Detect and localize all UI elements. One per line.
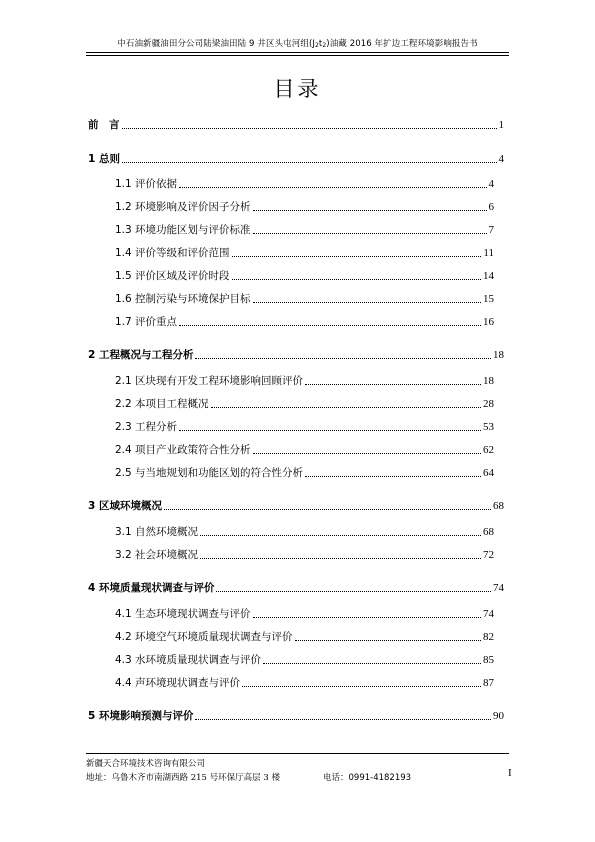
toc-entry-page: 74 (483, 608, 494, 620)
toc-section-entry[interactable] (115, 418, 494, 434)
toc-entry-page: 18 (493, 349, 504, 361)
toc-dot-leader (242, 686, 481, 687)
toc-heading: 目录 (273, 77, 322, 101)
toc-section-entry[interactable] (115, 605, 494, 621)
toc-section-entry[interactable] (115, 290, 494, 306)
toc-entry-page: 18 (483, 375, 494, 387)
toc-section-entry[interactable] (115, 651, 494, 667)
toc-dot-leader (195, 719, 491, 720)
footer-page-number: I (508, 767, 512, 779)
toc-dot-leader (232, 256, 482, 257)
toc-entry-page: 68 (493, 500, 504, 512)
toc-chapter-entry[interactable] (88, 346, 504, 362)
toc-entry-label: 1.4 评价等级和评价范围 (115, 247, 230, 259)
toc-entry-label: 5 环境影响预测与评价 (88, 710, 194, 722)
header-title-post: )油藏 2016 年扩边工程环境影响报告书 (326, 39, 478, 49)
toc-entry-label: 1.6 控制污染与环境保护目标 (115, 293, 251, 305)
toc-dot-leader (295, 640, 481, 641)
toc-entry-label: 2.3 工程分析 (115, 421, 178, 433)
toc-section-entry[interactable] (115, 464, 494, 480)
toc-dot-leader (200, 558, 481, 559)
toc-entry-page: 6 (488, 201, 494, 213)
footer-divider (86, 753, 509, 754)
toc-entry-label: 4.1 生态环境现状调查与评价 (115, 608, 251, 620)
toc-section-entry[interactable] (115, 523, 494, 539)
toc-entry-label: 1.1 评价依据 (115, 178, 178, 190)
toc-entry-label: 2.5 与当地规划和功能区划的符合性分析 (115, 467, 304, 479)
toc-section-entry[interactable] (115, 441, 494, 457)
toc-entry-page: 68 (483, 526, 494, 538)
toc-dot-leader (253, 617, 481, 618)
toc-entry-label: 3 区域环境概况 (88, 500, 162, 512)
toc-entry-label: 3.1 自然环境概况 (115, 526, 199, 538)
header-divider-thin (86, 55, 509, 56)
toc-dot-leader (305, 476, 481, 477)
toc-chapter-entry[interactable] (88, 497, 504, 513)
toc-entry-label: 4.3 水环境质量现状调查与评价 (115, 654, 262, 666)
toc-dot-leader (211, 407, 481, 408)
toc-dot-leader (263, 663, 481, 664)
toc-entry-page: 4 (488, 178, 494, 190)
toc-entry-page: 28 (483, 398, 494, 410)
toc-dot-leader (305, 384, 481, 385)
toc-section-entry[interactable] (115, 628, 494, 644)
toc-entry-page: 16 (483, 316, 494, 328)
toc-entry-page: 64 (483, 467, 494, 479)
document-header-title (60, 37, 535, 49)
toc-dot-leader (253, 453, 481, 454)
toc-chapter-entry[interactable] (88, 116, 504, 132)
toc-entry-page: 82 (483, 631, 494, 643)
toc-entry-label: 4 环境质量现状调查与评价 (88, 582, 215, 594)
footer-address: 地址：乌鲁木齐市南湖西路 215 号环保厅高层 3 楼 (86, 773, 280, 783)
toc-entry-page: 90 (493, 710, 504, 722)
header-divider (86, 52, 509, 53)
toc-dot-leader (122, 128, 497, 129)
footer-phone: 电话：0991-4182193 (323, 773, 412, 783)
toc-entry-label: 1.7 评价重点 (115, 316, 178, 328)
toc-entry-page: 62 (483, 444, 494, 456)
toc-entry-page: 72 (483, 549, 494, 561)
toc-section-entry[interactable] (115, 313, 494, 329)
toc-dot-leader (200, 535, 481, 536)
header-title-pre: 中石油新疆油田分公司陆梁油田陆 9 井区头屯河组(J (117, 39, 315, 49)
toc-dot-leader (179, 187, 486, 188)
header-title-sub2: 2 (322, 42, 327, 49)
toc-entry-label: 前 言 (88, 119, 120, 131)
toc-entry-label: 4.4 声环境现状调查与评价 (115, 677, 241, 689)
toc-section-entry[interactable] (115, 267, 494, 283)
toc-chapter-entry[interactable] (88, 150, 504, 166)
toc-dot-leader (179, 325, 481, 326)
toc-dot-leader (253, 302, 481, 303)
toc-entry-page: 4 (498, 153, 504, 165)
toc-entry-page: 85 (483, 654, 494, 666)
toc-entry-page: 74 (493, 582, 504, 594)
toc-section-entry[interactable] (115, 244, 494, 260)
toc-dot-leader (122, 162, 497, 163)
toc-entry-page: 1 (498, 119, 504, 131)
toc-section-entry[interactable] (115, 221, 494, 237)
toc-section-entry[interactable] (115, 546, 494, 562)
toc-section-entry[interactable] (115, 395, 494, 411)
toc-entry-label: 2.2 本项目工程概况 (115, 398, 209, 410)
toc-entry-label: 1 总则 (88, 153, 120, 165)
toc-entry-page: 87 (483, 677, 494, 689)
toc-entry-label: 4.2 环境空气环境质量现状调查与评价 (115, 631, 293, 643)
toc-entry-label: 1.5 评价区域及评价时段 (115, 270, 230, 282)
toc-entry-label: 1.2 环境影响及评价因子分析 (115, 201, 251, 213)
toc-entry-label: 1.3 环境功能区划与评价标准 (115, 224, 251, 236)
toc-dot-leader (253, 233, 487, 234)
toc-dot-leader (253, 210, 487, 211)
toc-dot-leader (195, 358, 491, 359)
toc-dot-leader (216, 591, 491, 592)
toc-entry-page: 11 (483, 247, 494, 259)
toc-section-entry[interactable] (115, 372, 494, 388)
toc-entry-label: 2.1 区块现有开发工程环境影响回顾评价 (115, 375, 304, 387)
footer-company: 新疆天合环境技术咨询有限公司 (86, 759, 206, 769)
toc-chapter-entry[interactable] (88, 579, 504, 595)
toc-dot-leader (164, 509, 491, 510)
header-title-mid: t (318, 39, 323, 49)
toc-entry-page: 53 (483, 421, 494, 433)
toc-section-entry[interactable] (115, 674, 494, 690)
toc-dot-leader (179, 430, 481, 431)
toc-entry-page: 15 (483, 293, 494, 305)
toc-entry-label: 2.4 项目产业政策符合性分析 (115, 444, 251, 456)
toc-entry-label: 2 工程概况与工程分析 (88, 349, 194, 361)
toc-chapter-entry[interactable] (88, 707, 504, 723)
toc-entry-page: 14 (483, 270, 494, 282)
toc-entry-page: 7 (488, 224, 494, 236)
toc-dot-leader (232, 279, 481, 280)
toc-section-entry[interactable] (115, 175, 494, 191)
toc-entry-label: 3.2 社会环境概况 (115, 549, 199, 561)
header-title-sub1: 2 (315, 42, 319, 49)
toc-section-entry[interactable] (115, 198, 494, 214)
